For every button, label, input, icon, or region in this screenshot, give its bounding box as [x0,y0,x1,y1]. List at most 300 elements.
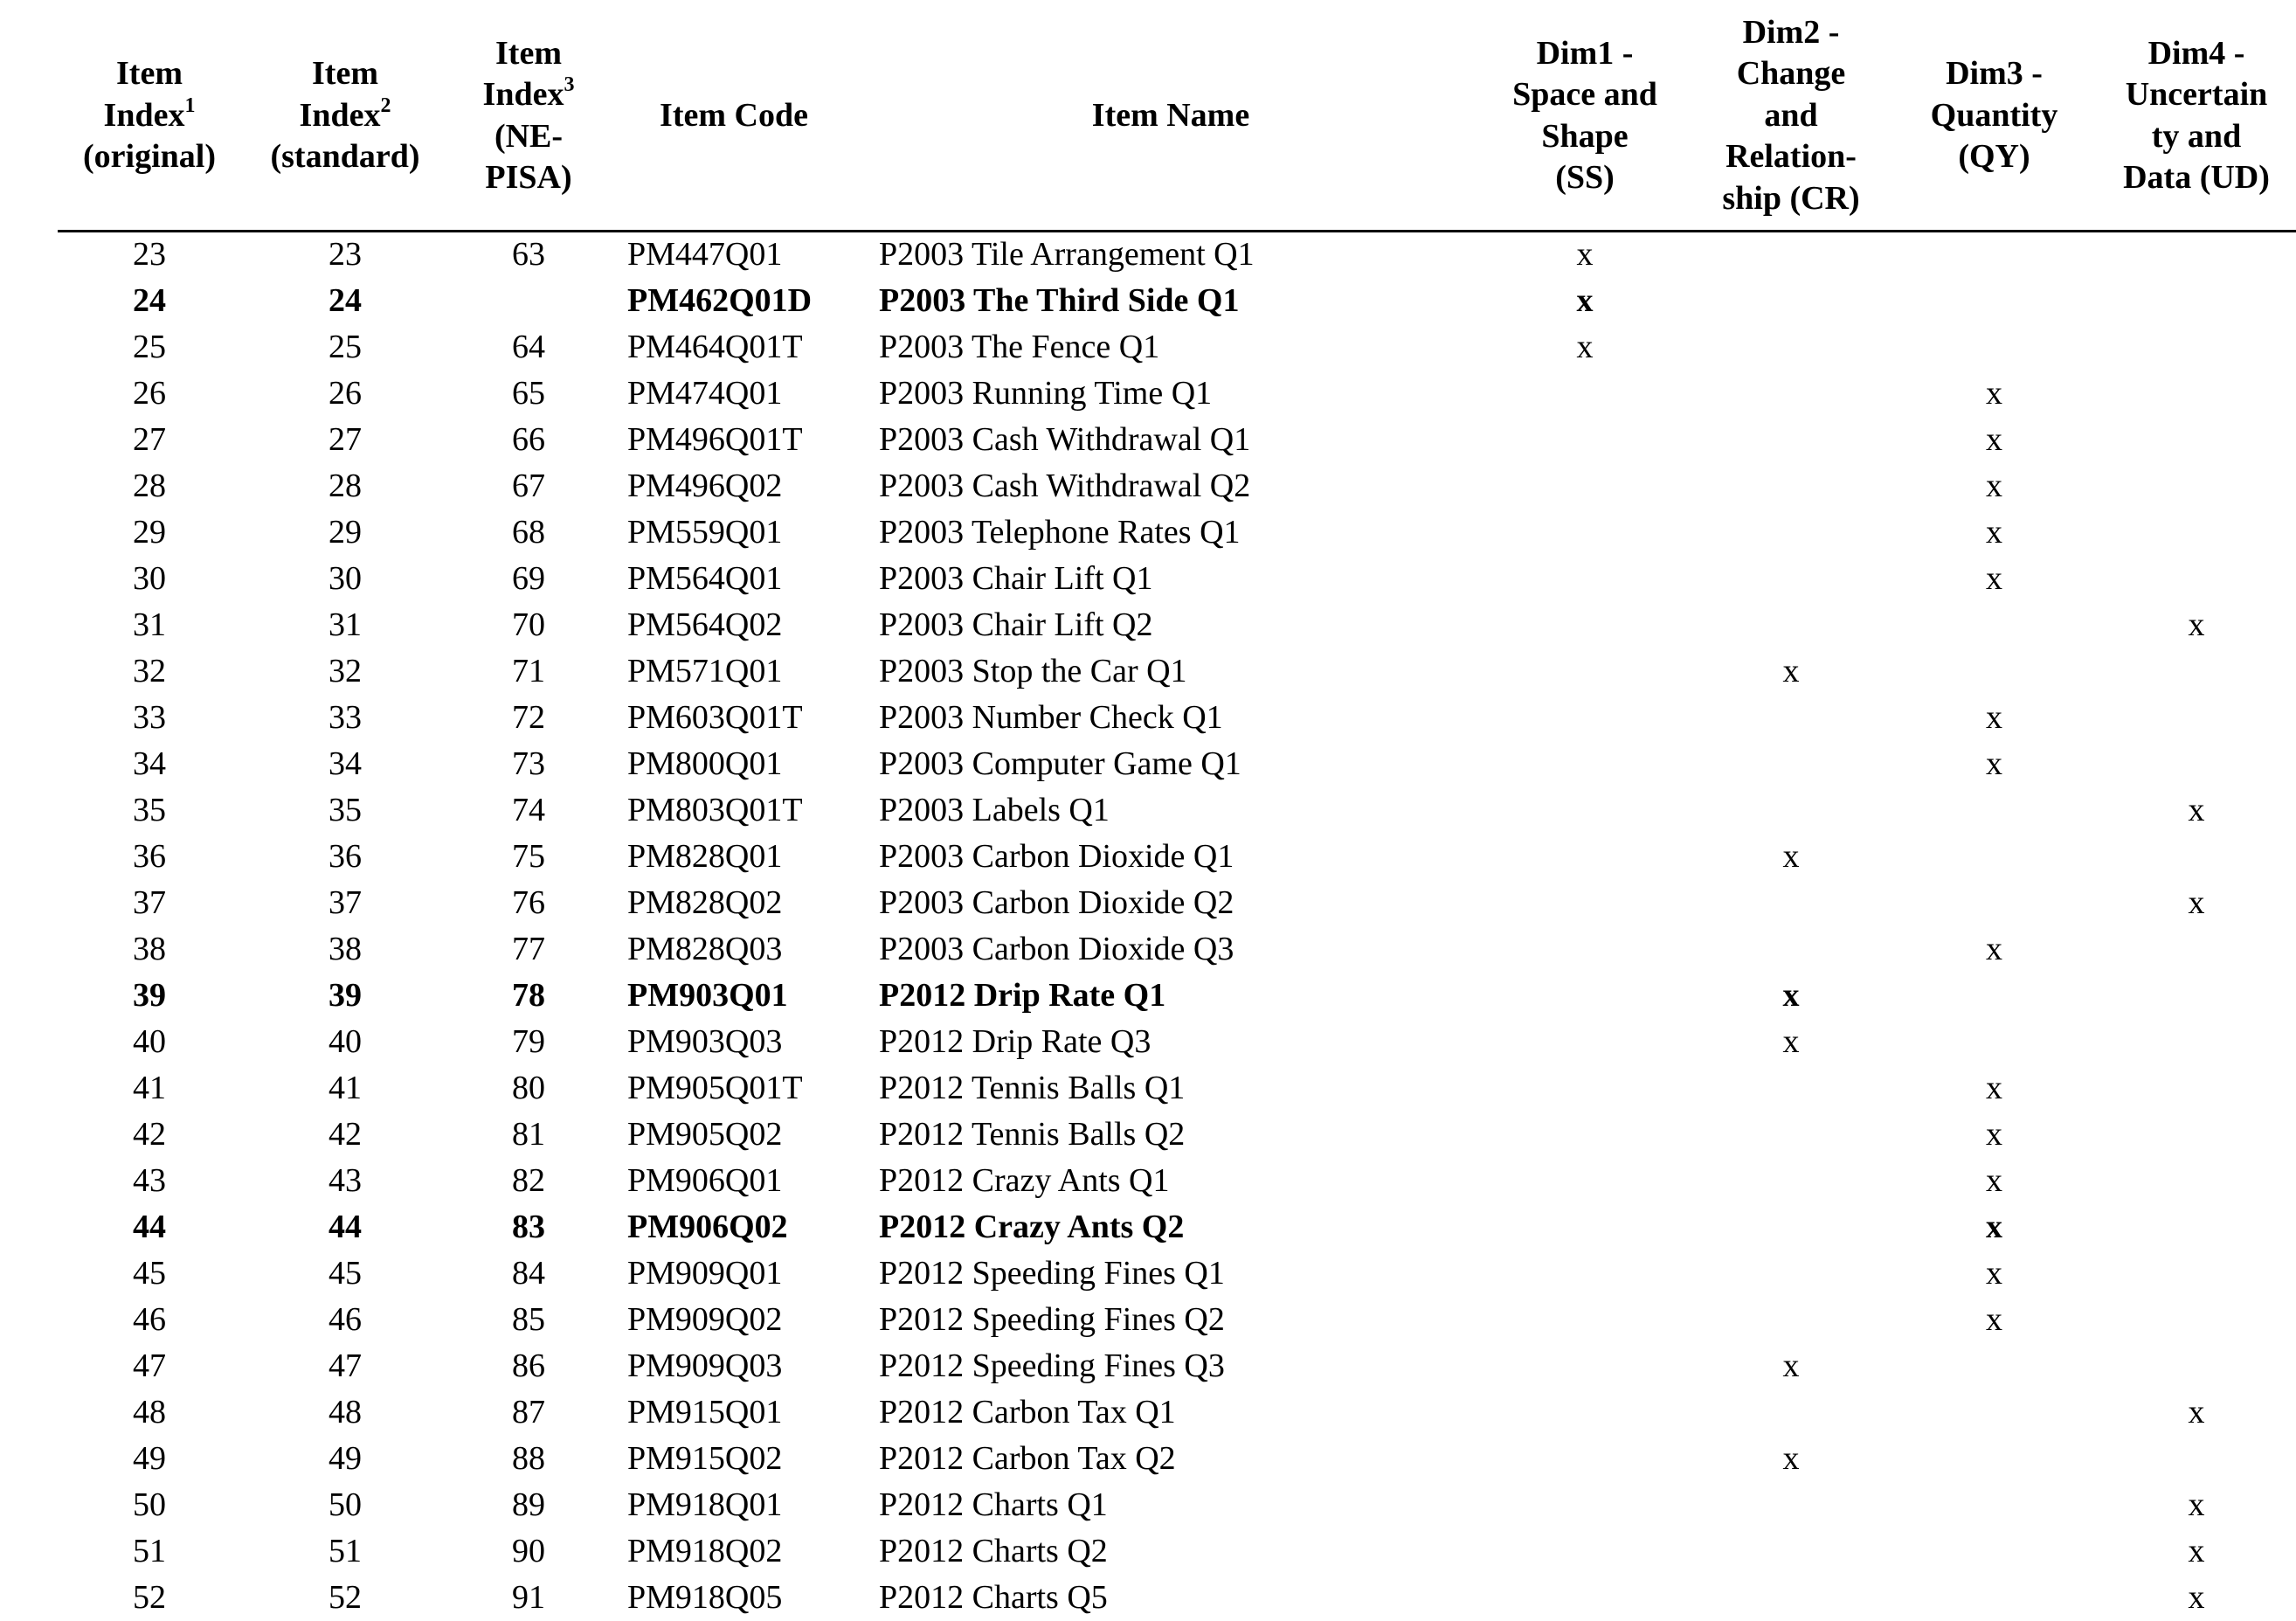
item-index-standard-cell: 25 [328,329,362,365]
dim1-cell [1485,1158,1684,1204]
item-index-original-cell: 36 [133,838,166,875]
header-item-index-original [58,0,241,232]
dim3-cell [1896,1019,2092,1065]
dim1-cell [1485,602,1684,648]
item-index-original-cell: 34 [133,745,166,782]
header-line: Index$^2$ [299,94,391,134]
dim3-cell [1896,324,2092,371]
item-index-ne-pisa-cell: 91 [512,1579,545,1616]
item-code-cell: PM905Q01T [627,1070,803,1106]
header-line: ty and [2151,117,2242,155]
dim2-cell [1691,695,1891,741]
header-dim1 [1485,0,1684,232]
dim2-cell [1691,1389,1891,1436]
dim3-cell [1896,556,2092,602]
item-index-ne-pisa-cell: 78 [512,977,545,1014]
dimension-mark: x [1782,1023,1800,1060]
dim4-cell [2097,1065,2296,1112]
header-line: and [1764,96,1818,134]
item-name-cell: P2012 Carbon Tax Q2 [879,1440,1176,1477]
item-code-cell: PM800Q01 [627,745,783,782]
dim1-cell [1485,232,1684,278]
table-row [0,324,2296,371]
item-index-standard-cell: 48 [328,1394,362,1430]
dim4-cell [2097,1436,2296,1482]
dim2-cell [1691,926,1891,973]
dimension-mark: x [2188,1394,2205,1430]
item-code-cell: PM474Q01 [627,375,783,412]
dimension-mark: x [1986,1209,2002,1245]
dim3-cell [1896,1482,2092,1528]
header-line: Dim3 - [1946,55,2043,93]
item-index-standard-cell: 42 [328,1116,362,1153]
dimension-mark: x [1986,699,2002,736]
dimension-mark: x [1986,514,2002,551]
dim3-cell [1896,1112,2092,1158]
dim4-cell [2097,973,2296,1019]
dim3-cell [1896,602,2092,648]
dim2-cell [1691,973,1891,1019]
item-index-ne-pisa-cell: 88 [512,1440,545,1477]
dim2-cell [1691,1250,1891,1297]
item-index-ne-pisa-cell: 66 [512,421,545,458]
item-name-cell: P2012 Speeding Fines Q2 [879,1301,1225,1338]
table-row [0,741,2296,787]
dim4-cell [2097,463,2296,509]
item-index-original-cell: 49 [133,1440,166,1477]
table-row [0,1389,2296,1436]
item-index-original-cell: 33 [133,699,166,736]
dimension-mark: x [2188,1486,2205,1523]
table-row [0,417,2296,463]
header-line: (QY) [1958,138,2030,176]
item-name-cell: P2012 Charts Q1 [879,1486,1108,1523]
dimension-mark: x [1782,977,1800,1014]
dim4-cell [2097,556,2296,602]
header-line: Dim2 - [1742,13,1840,51]
dim3-cell [1896,371,2092,417]
dim2-cell [1691,741,1891,787]
item-index-ne-pisa-cell: 77 [512,931,545,967]
table-row [0,371,2296,417]
header-line: Dim4 - [2147,34,2245,72]
dim4-cell [2097,1250,2296,1297]
item-index-original-cell: 38 [133,931,166,967]
item-index-standard-cell: 40 [328,1023,362,1060]
dim1-cell [1485,1528,1684,1575]
header-line: ship (CR) [1722,179,1860,217]
item-index-ne-pisa-cell: 69 [512,560,545,597]
dim4-cell [2097,880,2296,926]
dim1-cell [1485,1436,1684,1482]
table-row [0,463,2296,509]
dim2-cell [1691,1204,1891,1250]
dim4-cell [2097,1482,2296,1528]
dim1-cell [1485,787,1684,834]
dim3-cell [1896,278,2092,324]
dim2-cell [1691,1436,1891,1482]
table-row [0,926,2296,973]
item-code-cell: PM496Q02 [627,468,783,504]
header-line: Uncertain [2125,76,2268,113]
dim1-cell [1485,1482,1684,1528]
item-code-cell: PM906Q02 [627,1209,788,1245]
dim3-cell [1896,880,2092,926]
item-index-original-cell: 51 [133,1533,166,1569]
dimension-mark: x [1986,1255,2002,1292]
item-name-cell: P2003 Labels Q1 [879,792,1110,828]
item-index-original-cell: 46 [133,1301,166,1338]
dim2-cell [1691,1065,1891,1112]
item-code-cell: PM464Q01T [627,329,803,365]
item-name-cell: P2012 Speeding Fines Q1 [879,1255,1225,1292]
header-line: Item Code [660,96,808,134]
dim4-cell [2097,787,2296,834]
table-row [0,1250,2296,1297]
dim4-cell [2097,741,2296,787]
dim1-cell [1485,1204,1684,1250]
item-index-standard-cell: 35 [328,792,362,828]
dimension-mark: x [1986,931,2002,967]
item-name-cell: P2012 Carbon Tax Q1 [879,1394,1176,1430]
item-index-standard-cell: 27 [328,421,362,458]
item-index-ne-pisa-cell: 76 [512,884,545,921]
item-index-original-cell: 50 [133,1486,166,1523]
table-header [0,0,2296,232]
item-index-ne-pisa-cell: 85 [512,1301,545,1338]
dim1-cell [1485,556,1684,602]
dim4-cell [2097,1204,2296,1250]
dim2-cell [1691,1297,1891,1343]
item-index-original-cell: 32 [133,653,166,689]
dimension-mark: x [2188,1579,2205,1616]
header-line: PISA) [485,159,572,196]
item-index-original-cell: 30 [133,560,166,597]
dimension-mark: x [1986,1301,2002,1338]
item-index-standard-cell: 41 [328,1070,362,1106]
dimension-mark: x [1986,560,2002,597]
dim2-cell [1691,1482,1891,1528]
item-index-original-cell: 24 [133,282,166,319]
item-index-original-cell: 44 [133,1209,166,1245]
dim1-cell [1485,1575,1684,1621]
dimension-mark: x [2188,606,2205,643]
item-index-ne-pisa-cell: 64 [512,329,545,365]
item-index-ne-pisa-cell: 68 [512,514,545,551]
item-index-ne-pisa-cell: 73 [512,745,545,782]
dim4-cell [2097,1575,2296,1621]
dim2-cell [1691,1158,1891,1204]
dim3-cell [1896,695,2092,741]
dim1-cell [1485,880,1684,926]
table-row [0,1482,2296,1528]
dim4-cell [2097,371,2296,417]
footnote-marker: 3 [564,73,575,97]
dim2-cell [1691,417,1891,463]
item-index-ne-pisa-cell: 74 [512,792,545,828]
item-index-original-cell: 25 [133,329,166,365]
item-index-ne-pisa-cell: 90 [512,1533,545,1569]
item-index-ne-pisa-cell: 70 [512,606,545,643]
item-name-cell: P2003 The Third Side Q1 [879,282,1240,319]
dim4-cell [2097,834,2296,880]
item-index-standard-cell: 31 [328,606,362,643]
item-index-ne-pisa-cell: 81 [512,1116,545,1153]
dim2-cell [1691,1343,1891,1389]
header-line: Change [1736,55,1846,93]
dimension-mark: x [1986,1162,2002,1199]
item-index-ne-pisa-cell: 82 [512,1162,545,1199]
table-row [0,1019,2296,1065]
header-line: Item [312,55,378,93]
dim4-cell [2097,1019,2296,1065]
dim4-cell [2097,1297,2296,1343]
dim1-cell [1485,1389,1684,1436]
dim2-cell [1691,787,1891,834]
item-code-cell: PM803Q01T [627,792,803,828]
item-index-standard-cell: 37 [328,884,362,921]
item-index-standard-cell: 29 [328,514,362,551]
item-name-cell: P2003 Computer Game Q1 [879,745,1241,782]
table-row [0,1343,2296,1389]
dim4-cell [2097,648,2296,695]
dim1-cell [1485,509,1684,556]
item-code-cell: PM918Q01 [627,1486,783,1523]
table-row [0,880,2296,926]
table-row [0,1158,2296,1204]
item-name-cell: P2003 The Fence Q1 [879,329,1160,365]
dim3-cell [1896,926,2092,973]
dimension-mark: x [2188,884,2205,921]
item-index-ne-pisa-cell: 75 [512,838,545,875]
header-dim4 [2097,0,2296,232]
item-index-original-cell: 47 [133,1347,166,1384]
header-line: Shape [1541,117,1629,155]
header-dim3 [1896,0,2092,232]
item-index-standard-cell: 36 [328,838,362,875]
dimension-mark: x [1986,1116,2002,1153]
dimension-mark: x [1576,329,1594,365]
table-row [0,834,2296,880]
item-index-ne-pisa-cell: 71 [512,653,545,689]
item-code-cell: PM571Q01 [627,653,783,689]
item-index-original-cell: 52 [133,1579,166,1616]
item-index-original-cell: 28 [133,468,166,504]
dim3-cell [1896,1158,2092,1204]
item-index-ne-pisa-cell: 63 [512,236,545,273]
dim1-cell [1485,973,1684,1019]
dim4-cell [2097,1343,2296,1389]
table-row [0,1112,2296,1158]
dim3-cell [1896,1065,2092,1112]
item-code-cell: PM828Q02 [627,884,783,921]
item-index-original-cell: 43 [133,1162,166,1199]
item-index-standard-cell: 30 [328,560,362,597]
item-name-cell: P2003 Tile Arrangement Q1 [879,236,1255,273]
table-row [0,556,2296,602]
item-index-ne-pisa-cell: 65 [512,375,545,412]
dimension-mark: x [1986,375,2002,412]
dimension-mark: x [1986,1070,2002,1106]
header-item-index-standard [253,0,437,232]
item-name-cell: P2003 Running Time Q1 [879,375,1213,412]
dim3-cell [1896,417,2092,463]
dim3-cell [1896,973,2092,1019]
dim1-cell [1485,1343,1684,1389]
item-code-cell: PM909Q03 [627,1347,783,1384]
dim4-cell [2097,1389,2296,1436]
dim2-cell [1691,1112,1891,1158]
table-row [0,1575,2296,1621]
dim1-cell [1485,1019,1684,1065]
header-line: Data (UD) [2123,159,2270,196]
header-item-code [612,0,856,232]
header-line: (standard) [270,138,420,176]
header-item-name [944,0,1398,232]
item-index-standard-cell: 43 [328,1162,362,1199]
item-index-standard-cell: 52 [328,1579,362,1616]
item-name-cell: P2012 Tennis Balls Q2 [879,1116,1186,1153]
item-code-cell: PM828Q01 [627,838,783,875]
dim2-cell [1691,371,1891,417]
item-name-cell: P2012 Drip Rate Q3 [879,1023,1151,1060]
dim3-cell [1896,1250,2092,1297]
dim3-cell [1896,648,2092,695]
item-index-ne-pisa-cell: 72 [512,699,545,736]
header-line: Item Name [1091,96,1250,134]
item-index-ne-pisa-cell [463,278,594,324]
table-row [0,278,2296,324]
item-index-standard-cell: 49 [328,1440,362,1477]
header-item-index-ne-pisa [463,0,594,232]
item-name-cell: P2003 Telephone Rates Q1 [879,514,1241,551]
header-line: (original) [83,138,216,176]
dim3-cell [1896,787,2092,834]
table-row [0,973,2296,1019]
dim4-cell [2097,278,2296,324]
dim1-cell [1485,1065,1684,1112]
item-code-cell: PM903Q01 [627,977,788,1014]
header-line: Item [116,55,183,93]
item-index-ne-pisa-cell: 89 [512,1486,545,1523]
dim3-cell [1896,1343,2092,1389]
dimension-mark: x [2188,1533,2205,1569]
item-index-original-cell: 40 [133,1023,166,1060]
table-row [0,1065,2296,1112]
item-index-ne-pisa-cell: 80 [512,1070,545,1106]
table-row [0,1436,2296,1482]
dim4-cell [2097,695,2296,741]
item-code-cell: PM828Q03 [627,931,783,967]
dim1-cell [1485,695,1684,741]
item-index-ne-pisa-cell: 67 [512,468,545,504]
table-row [0,1297,2296,1343]
dimension-mark: x [1986,421,2002,458]
item-index-standard-cell: 50 [328,1486,362,1523]
dim3-cell [1896,1528,2092,1575]
header-line: (NE- [494,117,564,155]
dim4-cell [2097,232,2296,278]
item-index-ne-pisa-cell: 83 [512,1209,545,1245]
dimension-mark: x [2188,792,2205,828]
dim3-cell [1896,463,2092,509]
dim2-cell [1691,602,1891,648]
item-name-cell: P2003 Number Check Q1 [879,699,1223,736]
item-code-cell: PM918Q05 [627,1579,783,1616]
item-index-original-cell: 37 [133,884,166,921]
dim2-cell [1691,463,1891,509]
dim1-cell [1485,463,1684,509]
footnote-marker: 2 [380,94,391,118]
dim1-cell [1485,834,1684,880]
item-code-cell: PM462Q01D [627,282,813,319]
header-line: Space and [1512,76,1657,113]
item-name-cell: P2003 Carbon Dioxide Q1 [879,838,1234,875]
item-index-standard-cell: 39 [328,977,362,1014]
item-name-cell: P2012 Crazy Ants Q2 [879,1209,1185,1245]
dim3-cell [1896,509,2092,556]
item-name-cell: P2003 Carbon Dioxide Q2 [879,884,1234,921]
dim2-cell [1691,556,1891,602]
dim4-cell [2097,324,2296,371]
item-code-cell: PM915Q02 [627,1440,783,1477]
item-name-cell: P2012 Charts Q2 [879,1533,1108,1569]
dim4-cell [2097,1528,2296,1575]
table-row [0,232,2296,278]
dimension-mark: x [1782,653,1800,689]
dim1-cell [1485,1297,1684,1343]
item-code-cell: PM564Q02 [627,606,783,643]
dim4-cell [2097,602,2296,648]
header-line: Relation- [1725,138,1857,176]
dim1-cell [1485,371,1684,417]
dimension-mark: x [1576,236,1594,273]
item-index-standard-cell: 34 [328,745,362,782]
dim2-cell [1691,1575,1891,1621]
item-code-cell: PM564Q01 [627,560,783,597]
item-name-cell: P2012 Charts Q5 [879,1579,1108,1616]
dim3-cell [1896,1297,2092,1343]
item-index-standard-cell: 23 [328,236,362,273]
dim2-cell [1691,834,1891,880]
item-index-standard-cell: 51 [328,1533,362,1569]
dimension-mark: x [1782,838,1800,875]
dim1-cell [1485,1112,1684,1158]
header-line: Index$^3$ [482,73,575,113]
table-row [0,602,2296,648]
dim2-cell [1691,232,1891,278]
header-line: Index$^1$ [103,94,196,134]
item-code-cell: PM909Q01 [627,1255,783,1292]
dimension-mark: x [1986,468,2002,504]
header-line: (SS) [1555,159,1615,196]
dim4-cell [2097,417,2296,463]
item-index-standard-cell: 46 [328,1301,362,1338]
dim1-cell [1485,741,1684,787]
item-index-ne-pisa-cell: 87 [512,1394,545,1430]
dimension-mark: x [1782,1440,1800,1477]
dim1-cell [1485,648,1684,695]
item-name-cell: P2003 Cash Withdrawal Q2 [879,468,1251,504]
item-name-cell: P2012 Tennis Balls Q1 [879,1070,1186,1106]
table-row [0,509,2296,556]
item-name-cell: P2003 Stop the Car Q1 [879,653,1187,689]
item-code-cell: PM909Q02 [627,1301,783,1338]
item-index-standard-cell: 47 [328,1347,362,1384]
item-code-cell: PM903Q03 [627,1023,783,1060]
dim2-cell [1691,648,1891,695]
dim2-cell [1691,278,1891,324]
